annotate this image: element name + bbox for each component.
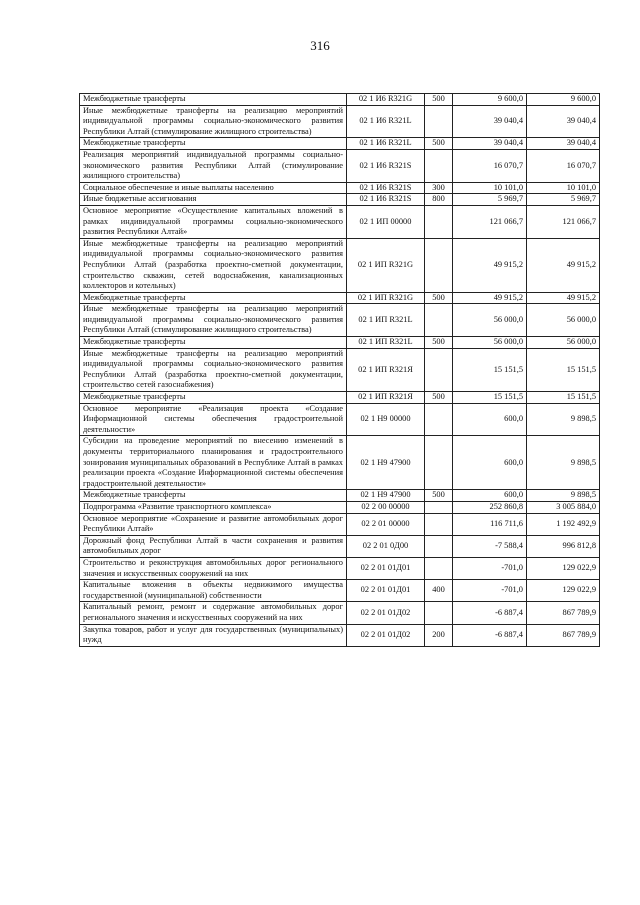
row-amount-1: 5 969,7 (453, 194, 527, 206)
row-amount-2: 9 600,0 (527, 94, 600, 106)
row-amount-2: 867 789,9 (527, 602, 600, 624)
row-expense-type: 500 (425, 292, 453, 304)
row-amount-2: 5 969,7 (527, 194, 600, 206)
row-amount-1: 39 040,4 (453, 138, 527, 150)
row-amount-2: 56 000,0 (527, 337, 600, 349)
table-row (80, 304, 600, 337)
row-code: 02 2 00 00000 (347, 501, 425, 513)
row-name: Социальное обеспечение и иные выплаты населению (80, 182, 347, 194)
row-name: Иные бюджетные ассигнования (80, 194, 347, 206)
row-name: Иные межбюджетные трансферты на реализацию мероприятий индивидуальной программы социально-экономического развития Республики Алтай (стимулирование жилищного строительства) (80, 304, 347, 337)
row-amount-2: 49 915,2 (527, 238, 600, 292)
row-code: 02 1 ИП R321Я (347, 348, 425, 391)
row-amount-1: 15 151,5 (453, 392, 527, 404)
table-row (80, 490, 600, 502)
row-expense-type (425, 304, 453, 337)
row-amount-2: 867 789,9 (527, 624, 600, 646)
row-name: Межбюджетные трансферты (80, 292, 347, 304)
row-amount-2: 39 040,4 (527, 105, 600, 138)
row-name: Межбюджетные трансферты (80, 138, 347, 150)
budget-table (79, 93, 600, 647)
row-expense-type: 200 (425, 624, 453, 646)
row-amount-1: 121 066,7 (453, 205, 527, 238)
row-name: Межбюджетные трансферты (80, 94, 347, 106)
table-row (80, 513, 600, 535)
row-amount-2: 9 898,5 (527, 403, 600, 436)
row-expense-type (425, 513, 453, 535)
table-row (80, 348, 600, 391)
row-amount-2: 49 915,2 (527, 292, 600, 304)
row-code: 02 1 ИП R321L (347, 304, 425, 337)
table-row (80, 182, 600, 194)
row-amount-2: 15 151,5 (527, 348, 600, 391)
row-name: Иные межбюджетные трансферты на реализацию мероприятий индивидуальной программы социально-экономического развития Республики Алтай (разработка проектно-сметной документации, строительство скважин, сетей водоснабжения, канализационных коллекторов и котельных) (80, 238, 347, 292)
row-name: Капитальный ремонт, ремонт и содержание автомобильных дорог регионального значения и искусственных сооружений на них (80, 602, 347, 624)
row-expense-type: 500 (425, 138, 453, 150)
table-row (80, 501, 600, 513)
row-name: Дорожный фонд Республики Алтай в части сохранения и развития автомобильных дорог (80, 535, 347, 557)
row-expense-type (425, 557, 453, 579)
row-amount-2: 3 005 884,0 (527, 501, 600, 513)
row-amount-1: -6 887,4 (453, 602, 527, 624)
row-code: 02 1 Н9 47900 (347, 490, 425, 502)
row-expense-type (425, 348, 453, 391)
row-code: 02 1 Н9 00000 (347, 403, 425, 436)
row-expense-type: 300 (425, 182, 453, 194)
row-name: Строительство и реконструкция автомобильных дорог регионального значения и искусственных сооружений на них (80, 557, 347, 579)
row-code: 02 1 И6 R321L (347, 138, 425, 150)
row-amount-1: 116 711,6 (453, 513, 527, 535)
table-row (80, 94, 600, 106)
row-expense-type: 800 (425, 194, 453, 206)
row-expense-type (425, 436, 453, 490)
table-row (80, 580, 600, 602)
row-amount-2: 129 022,9 (527, 580, 600, 602)
row-amount-1: 39 040,4 (453, 105, 527, 138)
row-amount-1: 56 000,0 (453, 304, 527, 337)
row-amount-1: 600,0 (453, 403, 527, 436)
table-row (80, 337, 600, 349)
row-code: 02 1 И6 R321G (347, 94, 425, 106)
row-code: 02 1 И6 R321S (347, 182, 425, 194)
row-code: 02 1 ИП R321G (347, 292, 425, 304)
row-amount-1: 600,0 (453, 490, 527, 502)
row-name: Межбюджетные трансферты (80, 392, 347, 404)
row-expense-type (425, 535, 453, 557)
row-code: 02 2 01 01Д01 (347, 580, 425, 602)
row-name: Реализация мероприятий индивидуальной программы социально-экономического развития Республики Алтай (стимулирование жилищного строительства) (80, 149, 347, 182)
row-code: 02 1 Н9 47900 (347, 436, 425, 490)
row-amount-1: 16 070,7 (453, 149, 527, 182)
row-code: 02 2 01 0Д00 (347, 535, 425, 557)
table-row (80, 624, 600, 646)
table-row (80, 557, 600, 579)
row-amount-2: 9 898,5 (527, 490, 600, 502)
table-row (80, 105, 600, 138)
table-row (80, 205, 600, 238)
table-row (80, 602, 600, 624)
row-expense-type (425, 205, 453, 238)
row-code: 02 2 01 01Д01 (347, 557, 425, 579)
budget-table-body (80, 94, 600, 647)
row-name: Межбюджетные трансферты (80, 337, 347, 349)
row-expense-type (425, 501, 453, 513)
row-name: Закупка товаров, работ и услуг для государственных (муниципальных) нужд (80, 624, 347, 646)
row-code: 02 1 ИП 00000 (347, 205, 425, 238)
row-expense-type (425, 602, 453, 624)
row-expense-type (425, 105, 453, 138)
row-code: 02 1 ИП R321G (347, 238, 425, 292)
row-amount-1: 49 915,2 (453, 292, 527, 304)
row-code: 02 1 И6 R321L (347, 105, 425, 138)
row-amount-2: 9 898,5 (527, 436, 600, 490)
row-name: Подпрограмма «Развитие транспортного комплекса» (80, 501, 347, 513)
row-amount-1: 9 600,0 (453, 94, 527, 106)
table-row (80, 149, 600, 182)
row-amount-2: 129 022,9 (527, 557, 600, 579)
table-row (80, 535, 600, 557)
row-amount-1: 600,0 (453, 436, 527, 490)
row-amount-1: -701,0 (453, 580, 527, 602)
row-code: 02 2 01 00000 (347, 513, 425, 535)
row-code: 02 1 ИП R321Я (347, 392, 425, 404)
table-row (80, 392, 600, 404)
row-expense-type: 500 (425, 490, 453, 502)
row-expense-type: 500 (425, 392, 453, 404)
row-expense-type (425, 403, 453, 436)
row-amount-2: 996 812,8 (527, 535, 600, 557)
table-row (80, 292, 600, 304)
row-name: Субсидии на проведение мероприятий по внесению изменений в документы территориального планирования и градостроительного зонирования муниципальных образований в Республике Алтай в рамках реализации проекта «Создание Информационной системы обеспечения градостроительной деятельности» (80, 436, 347, 490)
row-amount-1: 10 101,0 (453, 182, 527, 194)
table-row (80, 436, 600, 490)
row-amount-1: 49 915,2 (453, 238, 527, 292)
row-amount-1: 252 860,8 (453, 501, 527, 513)
table-row (80, 138, 600, 150)
table-row (80, 403, 600, 436)
row-expense-type: 400 (425, 580, 453, 602)
page-number: 316 (310, 38, 330, 53)
row-name: Межбюджетные трансферты (80, 490, 347, 502)
row-code: 02 1 И6 R321S (347, 194, 425, 206)
row-expense-type: 500 (425, 94, 453, 106)
row-amount-1: 15 151,5 (453, 348, 527, 391)
row-code: 02 1 ИП R321L (347, 337, 425, 349)
row-amount-1: -701,0 (453, 557, 527, 579)
table-row (80, 194, 600, 206)
row-amount-2: 15 151,5 (527, 392, 600, 404)
row-name: Основное мероприятие «Сохранение и развитие автомобильных дорог Республики Алтай» (80, 513, 347, 535)
row-name: Иные межбюджетные трансферты на реализацию мероприятий индивидуальной программы социально-экономического развития Республики Алтай (разработка проектно-сметной документации, строительство сетей газоснабжения) (80, 348, 347, 391)
row-amount-2: 10 101,0 (527, 182, 600, 194)
row-code: 02 2 01 01Д02 (347, 624, 425, 646)
row-code: 02 1 И6 R321S (347, 149, 425, 182)
row-amount-2: 121 066,7 (527, 205, 600, 238)
row-expense-type (425, 149, 453, 182)
row-amount-2: 56 000,0 (527, 304, 600, 337)
table-row (80, 238, 600, 292)
row-name: Капитальные вложения в объекты недвижимого имущества государственной (муниципальной) собственности (80, 580, 347, 602)
row-amount-2: 1 192 492,9 (527, 513, 600, 535)
row-amount-2: 39 040,4 (527, 138, 600, 150)
row-code: 02 2 01 01Д02 (347, 602, 425, 624)
row-name: Основное мероприятие «Осуществление капитальных вложений в рамках индивидуальной программы социально-экономического развития Республики Алтай» (80, 205, 347, 238)
row-expense-type: 500 (425, 337, 453, 349)
row-amount-1: -7 588,4 (453, 535, 527, 557)
row-amount-1: -6 887,4 (453, 624, 527, 646)
row-name: Иные межбюджетные трансферты на реализацию мероприятий индивидуальной программы социально-экономического развития Республики Алтай (стимулирование жилищного строительства) (80, 105, 347, 138)
row-expense-type (425, 238, 453, 292)
row-name: Основное мероприятие «Реализация проекта «Создание Информационной системы обеспечения градостроительной деятельности» (80, 403, 347, 436)
row-amount-1: 56 000,0 (453, 337, 527, 349)
row-amount-2: 16 070,7 (527, 149, 600, 182)
